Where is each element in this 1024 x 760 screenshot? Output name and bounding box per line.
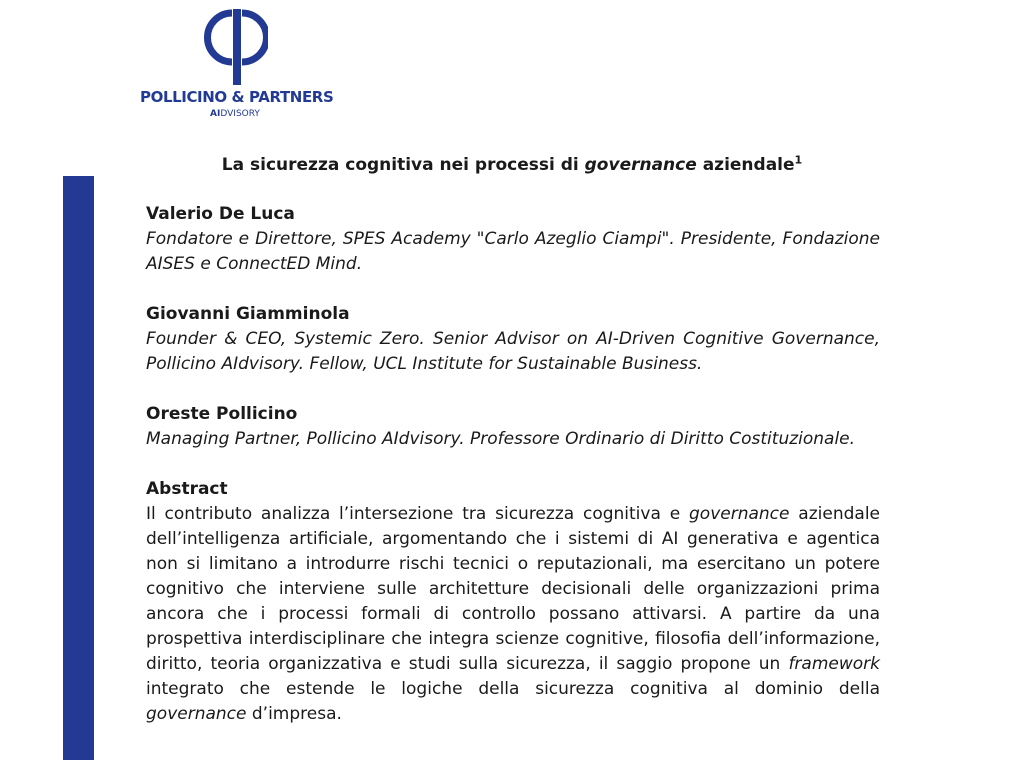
author-affiliation: Managing Partner, Pollicino AIdvisory. Professore Ordinario di Diritto Costituzionale. <box>146 429 856 449</box>
author-name: Oreste Pollicino <box>146 404 298 424</box>
abstract-text: Il contributo analizza l’intersezione tra sicurezza cognitiva e governance aziendale dell’intelligenza artificiale, argomentando che i sistemi di AI generativa e agentica non si limitano a introdurre rischi tecnici o reputazionali, ma esercitano un potere cognitivo che interviene sulle architetture decisionali delle organizzazioni prima ancora che i processi formali di controllo possano attivarsi. A partire da una prospettiva interdisciplinare che integra scienze cognitive, filosofia dell’informazione, diritto, teoria organizzativa e studi sulla sicurezza, il saggio propone un framework integrato che estende le logiche della sicurezza cognitiva al dominio della governance d’impresa. <box>146 504 880 724</box>
author-block <box>146 302 880 377</box>
author-block <box>146 202 880 277</box>
logo-name: POLLICINO & PARTNERS <box>140 88 334 106</box>
document-title: La sicurezza cognitiva nei processi di governance aziendale$^1$ <box>221 153 803 175</box>
logo-tagline: AIDVISORY <box>210 109 260 119</box>
footnote-marker[interactable]: 1 <box>794 153 803 167</box>
author-name: Giovanni Giamminola <box>146 304 350 324</box>
document-body <box>146 202 880 727</box>
abstract-heading: Abstract <box>146 479 228 499</box>
logo-mark-icon <box>202 6 268 86</box>
logo <box>140 6 334 122</box>
side-accent-bar <box>63 176 94 760</box>
author-name: Valerio De Luca <box>146 204 295 224</box>
author-affiliation: Fondatore e Direttore, SPES Academy "Carlo Azeglio Ciampi". Presidente, Fondazione AISES e ConnectED Mind. <box>146 229 880 274</box>
author-affiliation: Founder & CEO, Systemic Zero. Senior Advisor on AI-Driven Cognitive Governance, Pollicino AIdvisory. Fellow, UCL Institute for Sustainable Business. <box>146 329 880 374</box>
author-block <box>146 402 880 452</box>
